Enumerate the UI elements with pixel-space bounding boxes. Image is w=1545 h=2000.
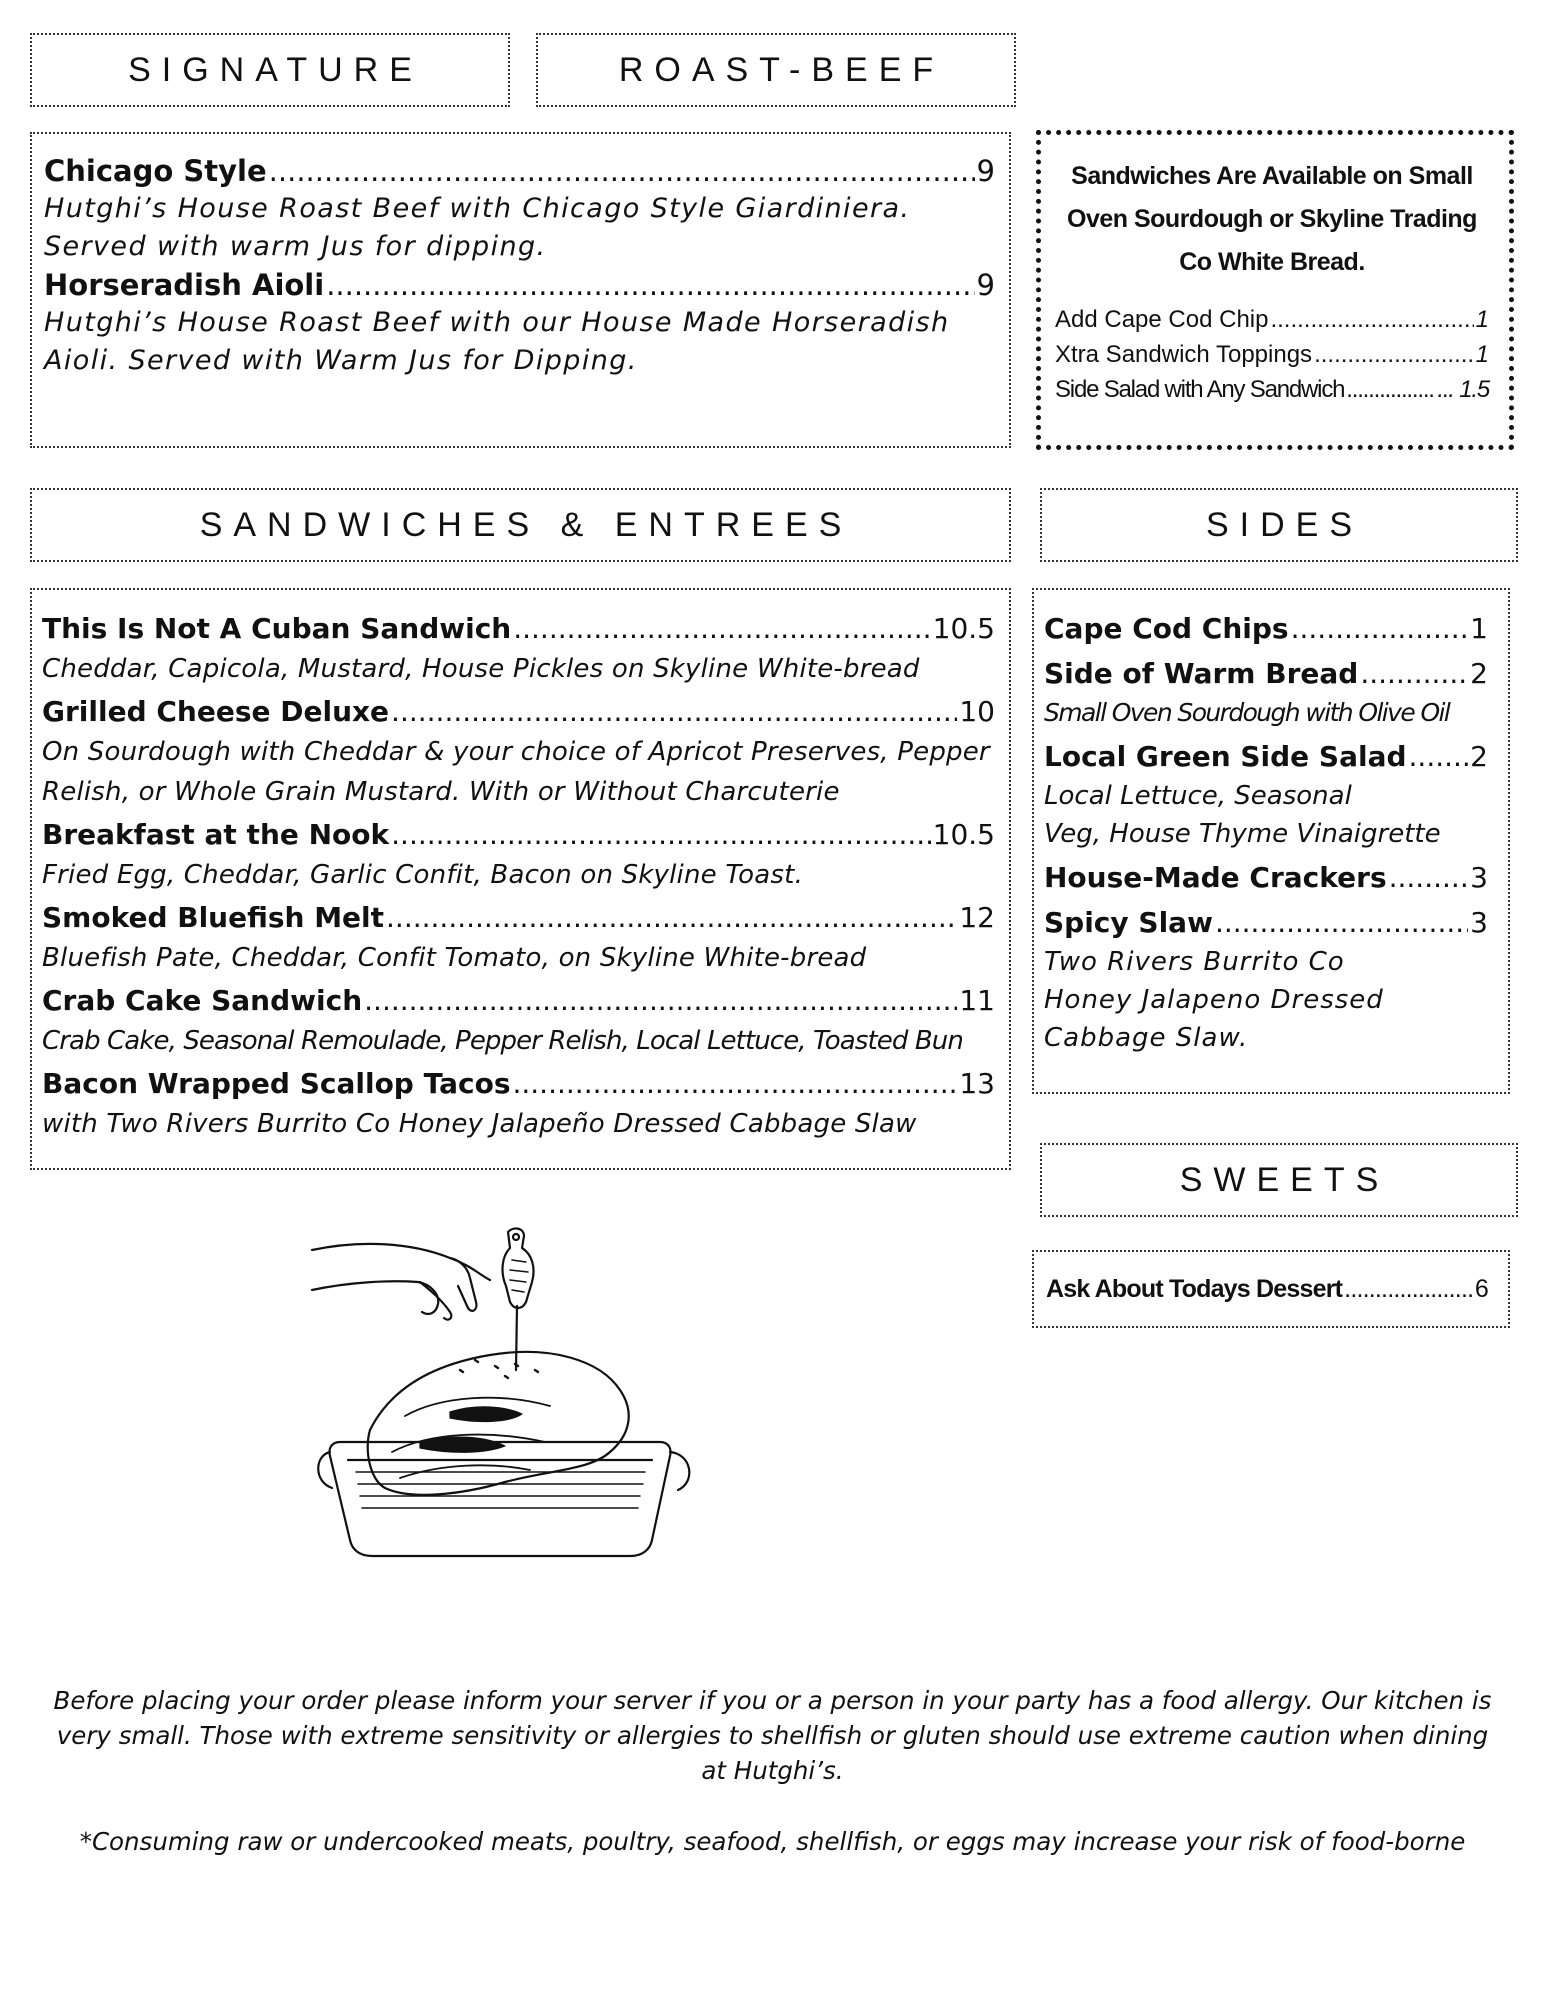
menu-item-line [44,266,995,304]
menu-item-line [1044,857,1488,898]
menu-item-name: Smoked Bluefish Melt [42,901,385,934]
menu-item-price: 3 [1470,861,1488,894]
menu-item [1044,902,1488,1057]
menu-item-description: Crab Cake, Seasonal Remoulade, Pepper Relish, Local Lettuce, Toasted Bun [42,1026,963,1056]
menu-item-name: Spicy Slaw [1044,906,1213,939]
consumption-warning: *Consuming raw or undercooked meats, poultry, seafood, shellfish, or eggs may increase your risk of food-borne [79,1827,1466,1856]
dot-leader [1360,653,1468,694]
menu-item [42,815,995,895]
roast-meat-detail [420,1437,505,1452]
roast-beef-thermometer-illustration [300,1220,720,1570]
menu-item-name: Side of Warm Bread [1044,657,1359,690]
header-signature-label: SIGNATURE [128,50,423,89]
menu-item-description: Hutghi’s House Roast Beef with Chicago Style Giardiniera. Served with warm Jus for dipping. [44,193,911,262]
thermometer-knob [513,1234,519,1240]
menu-item [42,1064,995,1144]
menu-item-line [1044,736,1488,777]
header-sides [1040,488,1518,562]
addon-name: Side Salad with Any Sandwich [1055,376,1345,403]
menu-item-price: 10.5 [932,612,995,645]
arm-lower-outline [312,1281,438,1314]
menu-item-description: Fried Egg, Cheddar, Garlic Confit, Bacon on Skyline Toast. [42,860,804,890]
header-sandwiches-label: SANDWICHES & ENTREES [199,505,853,544]
menu-item-description: Bluefish Pate, Cheddar, Confit Tomato, on Skyline White-bread [42,943,867,973]
menu-item-price: 10.5 [932,818,995,851]
menu-item-description: Hutghi’s House Roast Beef with our House Made Horseradish Aioli. Served with Warm Jus for Dipping. [44,307,950,376]
menu-item-name: Breakfast at the Nook [42,818,390,851]
allergy-notice: Before placing your order please inform your server if you or a person in your party has a food allergy. Our kitchen is very small. Those with extreme sensitivity or allergies to shellfish or gluten should use extreme caution when dining at Hutghi’s. [53,1686,1492,1785]
footer-notice [50,1683,1495,1859]
roast-meat-detail [450,1407,522,1422]
menu-item [44,266,995,380]
menu-item [1044,608,1488,649]
menu-item [1046,1270,1488,1308]
menu-item-description: Local Lettuce, Seasonal Veg, House Thyme Vinaigrette [1044,781,1441,849]
menu-item-price: 6 [1474,1275,1488,1303]
dot-leader [513,609,930,649]
menu-item [42,609,995,689]
menu-item-line [1044,608,1488,649]
menu-item-line [1044,653,1488,694]
menu-item [42,981,995,1061]
header-signature [30,33,510,107]
menu-item-name: Chicago Style [44,154,267,188]
menu-item-line [42,815,995,855]
menu-item-name: Crab Cake Sandwich [42,984,363,1017]
menu-item [42,898,995,978]
header-sides-label: SIDES [1205,505,1364,544]
menu-item-name: House-Made Crackers [1044,861,1387,894]
menu-item-line [42,692,995,732]
menu-item-line [42,609,995,649]
menu-item-price: 10 [959,695,995,728]
header-sandwiches-entrees [30,488,1011,562]
addon-price: 1 [1475,341,1489,368]
menu-item-line [1044,902,1488,943]
menu-item-description: with Two Rivers Burrito Co Honey Jalapeño Dressed Cabbage Slaw [42,1109,917,1139]
addon-item [1055,302,1489,337]
menu-item-name: Bacon Wrapped Scallop Tacos [42,1067,511,1100]
addon-name: Xtra Sandwich Toppings [1055,341,1313,368]
menu-item-name: Cape Cod Chips [1044,612,1289,645]
menu-item-name: Ask About Todays Dessert [1046,1275,1343,1303]
sandwiches-menu-box [30,588,1011,1170]
arm-outline [312,1244,490,1280]
menu-item-name: Local Green Side Salad [1044,740,1407,773]
dot-leader [1314,337,1474,372]
dot-leader [364,981,957,1021]
thermometer-probe [516,1306,517,1370]
menu-item [42,692,995,812]
signature-menu-box [30,132,1011,448]
dot-leader [1346,372,1435,407]
dot-leader [391,815,931,855]
menu-item-name: Horseradish Aioli [44,268,325,302]
dot-leader [512,1064,957,1104]
menu-item-description: On Sourdough with Cheddar & your choice of Apricot Preserves, Pepper Relish, or Whole Grain Mustard. With or Without Charcuterie [42,737,990,807]
dot-leader [386,898,957,938]
menu-item-price: 12 [959,901,995,934]
header-roast-beef-label: ROAST-BEEF [618,50,945,89]
addon-price: 1 [1475,306,1489,333]
menu-item-line [42,898,995,938]
sides-menu-box [1032,588,1510,1094]
addon-name: Add Cape Cod Chip [1055,306,1269,333]
roast-beef-outline [368,1352,629,1495]
dot-leader [1389,857,1469,898]
dot-leader [1409,736,1469,777]
menu-item-price: 13 [959,1067,995,1100]
bread-notice-box [1036,130,1514,450]
roast-seasoning-dots [460,1360,538,1378]
menu-item [1044,736,1488,853]
menu-item-description: Small Oven Sourdough with Olive Oil [1044,698,1450,727]
dot-leader [269,152,975,190]
addon-item [1055,337,1489,372]
menu-item-description: Two Rivers Burrito Co Honey Jalapeno Dressed Cabbage Slaw. [1044,947,1384,1053]
header-roast-beef [536,33,1016,107]
dot-leader [391,692,957,732]
menu-item-price: 2 [1470,657,1488,690]
menu-item [1044,857,1488,898]
pan-handle [670,1452,689,1490]
menu-item-description: Cheddar, Capicola, Mustard, House Pickles on Skyline White-bread [42,654,920,684]
dot-leader [1270,302,1473,337]
dot-leader [1291,608,1469,649]
dot-leader [1344,1270,1473,1308]
dot-leader [326,266,974,304]
bread-notice-text: Sandwiches Are Available on Small Oven Sourdough or Skyline Trading Co White Bread. [1067,162,1477,276]
menu-item-price: 2 [1470,740,1488,773]
menu-item-line [42,981,995,1021]
menu-item-line [44,152,995,190]
thermometer-marks [510,1260,528,1292]
menu-item [1044,653,1488,732]
sweets-menu-box [1032,1250,1510,1328]
menu-item [44,152,995,266]
header-sweets-label: SWEETS [1179,1160,1390,1199]
header-sweets [1040,1143,1518,1217]
finger-outline [450,1258,476,1311]
addon-price: ... 1.5 [1437,376,1489,403]
menu-item-name: Grilled Cheese Deluxe [42,695,390,728]
menu-item-line [42,1064,995,1104]
menu-item-price: 3 [1470,906,1488,939]
menu-item-price: 9 [976,154,995,188]
menu-item-name: This Is Not A Cuban Sandwich [42,612,512,645]
menu-item-price: 11 [959,984,995,1017]
addon-item [1055,372,1489,407]
dot-leader [1215,902,1468,943]
menu-item-price: 1 [1470,612,1488,645]
menu-item-price: 9 [976,268,995,302]
